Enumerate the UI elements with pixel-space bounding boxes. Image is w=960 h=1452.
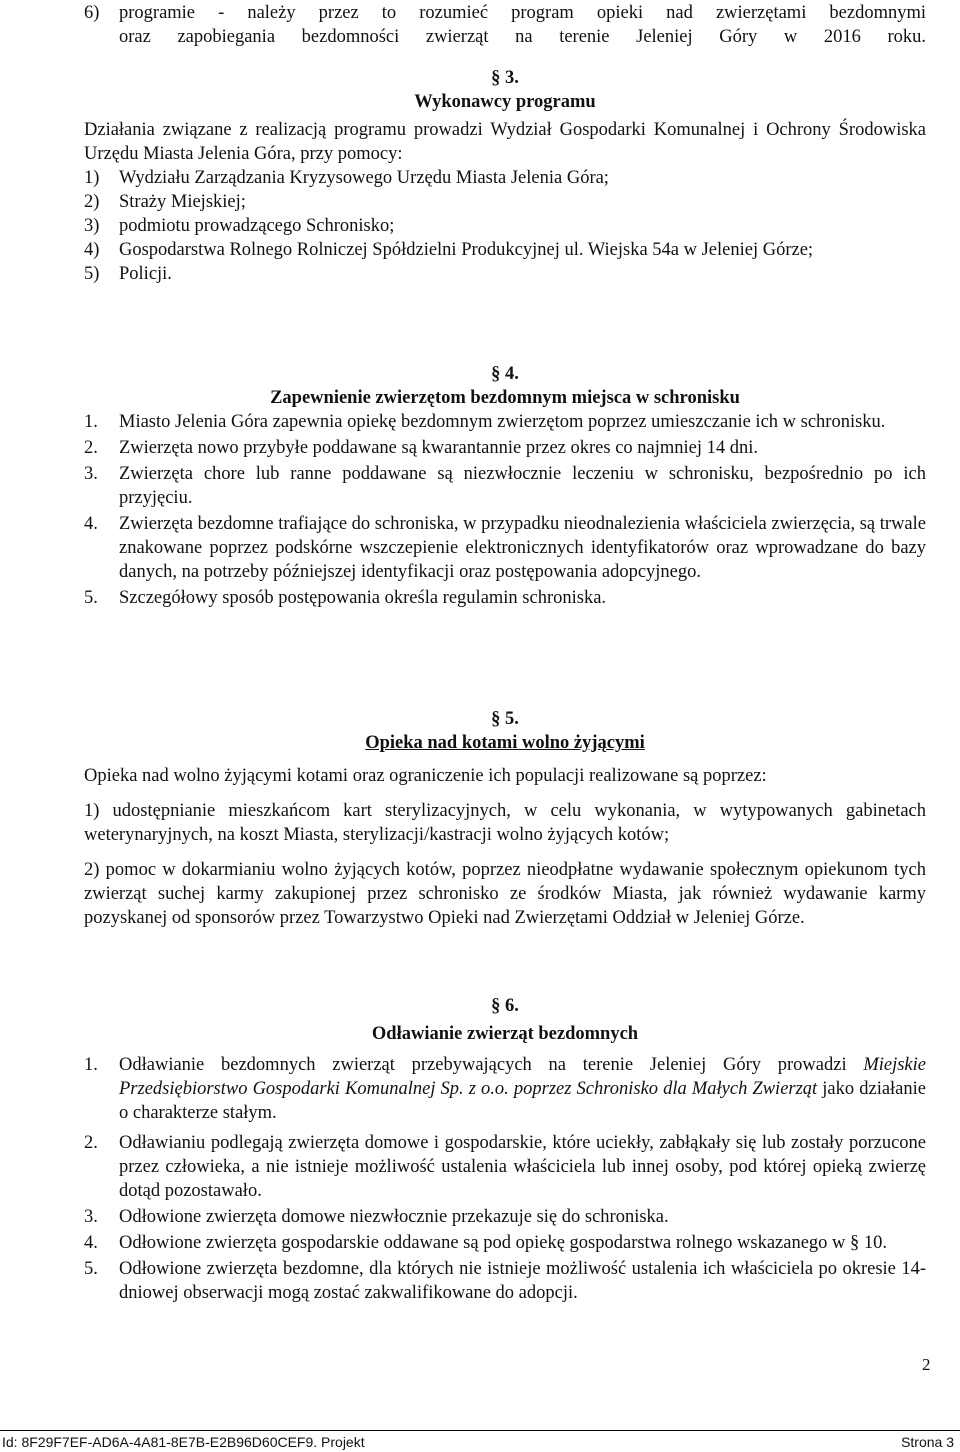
section-title: Zapewnienie zwierzętom bezdomnym miejsca w schronisku bbox=[270, 388, 740, 408]
list-item bbox=[84, 1205, 926, 1229]
intro-item-6 bbox=[84, 1, 926, 49]
footer-page-label: Strona 3 bbox=[901, 1434, 954, 1450]
list-item bbox=[84, 262, 926, 286]
item-number: 2. bbox=[84, 438, 98, 458]
section-paragraph: Działania związane z realizacją programu prowadzi Wydział Gospodarki Komunalnej i Ochrony Środowiska Urzędu Miasta Jelenia Góra, przy pomocy: bbox=[84, 120, 926, 164]
page-number: 2 bbox=[922, 1355, 931, 1374]
item-text: Odławianiu podlegają zwierzęta domowe i gospodarskie, które uciekły, zabłąkały się lub zostały porzucone przez człowieka, a nie istnieje możliwość ustalenia właściciela lub innej osoby, pod której opieką zwierzę dotąd pozostawało. bbox=[119, 1133, 926, 1201]
item-number: 1. bbox=[84, 1055, 98, 1075]
item-text-plain: Odławianie bezdomnych zwierząt przebywających na terenie Jeleniej Góry prowadzi bbox=[119, 1055, 864, 1075]
item-number: 2. bbox=[84, 1133, 98, 1153]
list-item bbox=[84, 512, 926, 584]
item-number: 5. bbox=[84, 1259, 98, 1279]
item-text: Odłowione zwierzęta domowe niezwłocznie przekazuje się do schroniska. bbox=[119, 1207, 669, 1227]
section-lead: Opieka nad wolno żyjącymi kotami oraz ograniczenie ich populacji realizowane są poprzez: bbox=[84, 766, 767, 786]
item-text: Szczegółowy sposób postępowania określa regulamin schroniska. bbox=[119, 588, 607, 608]
section-list bbox=[84, 410, 926, 610]
item-text: Zwierzęta chore lub ranne poddawane są niezwłocznie leczeniu w schronisku, bezpośrednio po ich przyjęciu. bbox=[119, 464, 926, 508]
item-number: 3. bbox=[84, 1207, 98, 1227]
item-text-plain-end: jako działanie o charakterze stałym. bbox=[119, 1079, 926, 1123]
section-point-1: 1) udostępnianie mieszkańcom kart sterylizacyjnych, w celu wykonania, w wytypowanych gabinetach weterynaryjnych, na koszt Miasta, sterylizacji/kastracji wolno żyjących kotów; bbox=[84, 801, 926, 845]
list-item bbox=[84, 1257, 926, 1305]
item-number: 4. bbox=[84, 1233, 98, 1253]
list-item bbox=[84, 214, 926, 238]
item-text-cont: oraz zapobiegania bezdomności zwierząt na terenie Jeleniej Góry w 2016 roku. bbox=[119, 27, 926, 47]
section-4 bbox=[84, 362, 926, 610]
section-list bbox=[84, 166, 926, 286]
list-item bbox=[84, 238, 926, 262]
item-text: Wydziału Zarządzania Kryzysowego Urzędu Miasta Jelenia Góra; bbox=[119, 168, 609, 188]
section-6 bbox=[84, 994, 926, 1305]
item-number: 4) bbox=[84, 240, 100, 260]
list-item bbox=[84, 1231, 926, 1255]
item-text-italic: Miejskie Przedsiębiorstwo Gospodarki Komunalnej Sp. z o.o. poprzez Schronisko dla Małych Zwierząt bbox=[119, 1055, 926, 1099]
item-text: Zwierzęta bezdomne trafiające do schroniska, w przypadku nieodnalezienia właściciela zwierzęcia, są trwale znakowane poprzez podskórne wszczepienie elektronicznych identyfikatorów oraz wprowadzane do bazy danych, na potrzeby późniejszej identyfikacji oraz postępowania adopcyjnego. bbox=[119, 514, 926, 582]
item-number: 5) bbox=[84, 264, 100, 284]
footer-divider bbox=[0, 1430, 960, 1431]
item-number: 4. bbox=[84, 514, 98, 534]
section-number: § 6. bbox=[491, 996, 519, 1016]
list-item bbox=[84, 1131, 926, 1203]
item-text: Gospodarstwa Rolnego Rolniczej Spółdzielni Produkcyjnej ul. Wiejska 54a w Jeleniej Górze; bbox=[119, 240, 814, 260]
item-text: Miasto Jelenia Góra zapewnia opiekę bezdomnym zwierzętom poprzez umieszczanie ich w schronisku. bbox=[119, 412, 886, 432]
item-number: 1) bbox=[84, 168, 100, 188]
item-text: podmiotu prowadzącego Schronisko; bbox=[119, 216, 395, 236]
list-item bbox=[84, 462, 926, 510]
list-item bbox=[84, 1053, 926, 1125]
item-text bbox=[119, 1053, 926, 1125]
item-text: Zwierzęta nowo przybyłe poddawane są kwarantannie przez okres co najmniej 14 dni. bbox=[119, 438, 759, 458]
list-item bbox=[84, 190, 926, 214]
section-3 bbox=[84, 66, 926, 286]
list-item bbox=[84, 410, 926, 434]
section-title: Wykonawcy programu bbox=[414, 92, 596, 112]
section-title: Odławianie zwierząt bezdomnych bbox=[371, 1024, 639, 1044]
item-number: 5. bbox=[84, 588, 98, 608]
list-item bbox=[84, 166, 926, 190]
section-number: § 5. bbox=[491, 709, 519, 729]
list-item bbox=[84, 436, 926, 460]
item-number: 1. bbox=[84, 412, 98, 432]
section-number: § 3. bbox=[491, 68, 519, 88]
section-list bbox=[84, 1131, 926, 1305]
section-5 bbox=[84, 707, 926, 930]
item-text: Straży Miejskiej; bbox=[119, 192, 246, 212]
item-text: programie - należy przez to rozumieć program opieki nad zwierzętami bezdomnymi bbox=[119, 3, 926, 23]
item-number: 3. bbox=[84, 464, 98, 484]
item-text: Odłowione zwierzęta bezdomne, dla których nie istnieje możliwość ustalenia ich właściciela po okresie 14- dniowej obserwacji mogą zostać zakwalifikowane do adopcji. bbox=[119, 1259, 926, 1303]
item-text: Policji. bbox=[119, 264, 172, 284]
list-item bbox=[84, 586, 926, 610]
item-number: 3) bbox=[84, 216, 100, 236]
section-title: Opieka nad kotami wolno żyjącymi bbox=[365, 733, 645, 753]
item-number: 2) bbox=[84, 192, 100, 212]
section-number: § 4. bbox=[491, 364, 519, 384]
section-point-2: 2) pomoc w dokarmianiu wolno żyjących kotów, poprzez nieodpłatne wydawanie społecznym opiekunom tych zwierząt suchej karmy zakupionej przez schronisko ze środków Miasta, jak również wydawanie karmy pozyskanej od sponsorów przez Towarzystwo Opieki nad Zwierzętami Oddział w Jeleniej Górze. bbox=[84, 860, 926, 928]
item-number: 6) bbox=[84, 3, 100, 23]
item-text: Odłowione zwierzęta gospodarskie oddawane są pod opiekę gospodarstwa rolnego wskazanego w § 10. bbox=[119, 1233, 888, 1253]
footer-document-id: Id: 8F29F7EF-AD6A-4A81-8E7B-E2B96D60CEF9. Projekt bbox=[2, 1434, 365, 1450]
